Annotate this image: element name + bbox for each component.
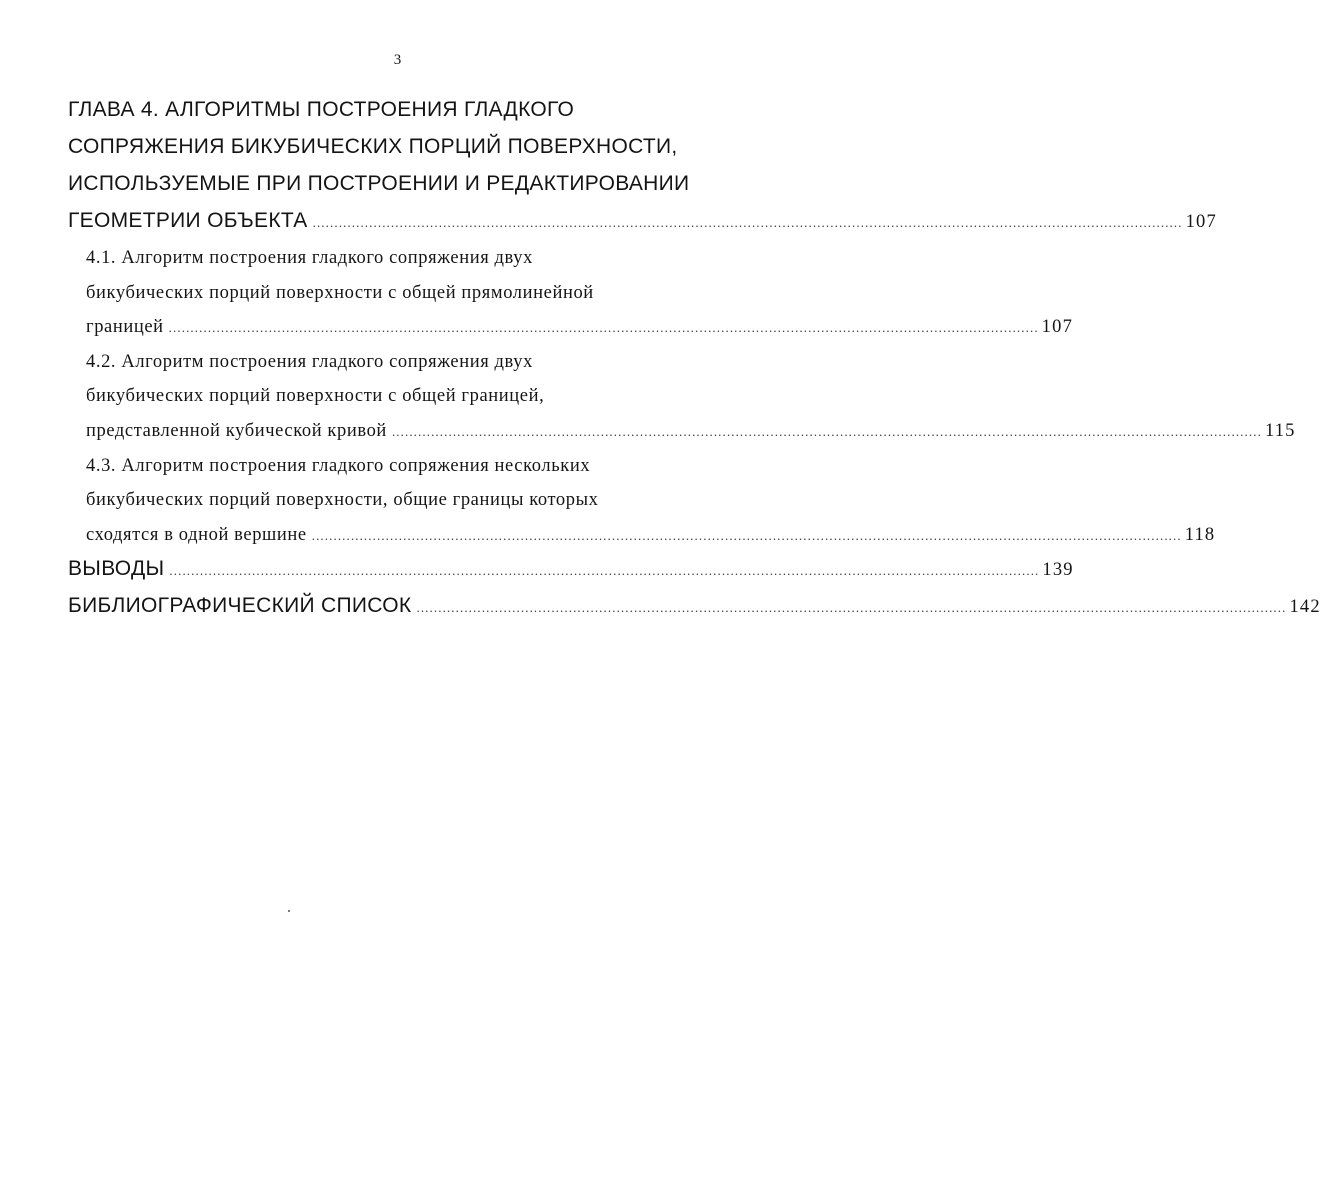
toc-entry-section-4-3 bbox=[68, 451, 1216, 555]
section-title-line: 4.2. Алгоритм построения гладкого сопряжения двух bbox=[86, 351, 533, 372]
page-ref: 139 bbox=[1042, 560, 1074, 581]
section-title-text: представленной кубической кривой bbox=[86, 420, 387, 441]
toc-entry-chapter-4 bbox=[68, 95, 1217, 243]
dot-leader: ........................................................................................................................................................................................................ bbox=[311, 527, 1182, 543]
toc-entry-section-4-2 bbox=[68, 347, 1296, 451]
dot-leader: ........................................................................................................................................................................................................ bbox=[168, 320, 1039, 336]
section-title-line: бикубических порций поверхности с общей прямолинейной bbox=[86, 282, 594, 303]
page-ref: 107 bbox=[1185, 212, 1217, 232]
chapter-title-line: ИСПОЛЬЗУЕМЫЕ ПРИ ПОСТРОЕНИИ И РЕДАКТИРОВАНИИ bbox=[68, 172, 690, 195]
dot-leader: ........................................................................................................................................................................................................ bbox=[391, 423, 1262, 439]
toc-entry-bibliography bbox=[68, 591, 1321, 628]
toc-entry-conclusions bbox=[68, 554, 1074, 591]
section-title-line: бикубических порций поверхности с общей границей, bbox=[86, 386, 545, 407]
page-ref: 142 bbox=[1289, 597, 1321, 618]
section-title-last-line bbox=[68, 520, 1216, 555]
page-ref: 115 bbox=[1264, 420, 1296, 441]
page-ref: 107 bbox=[1041, 317, 1074, 338]
page-number: 3 bbox=[393, 52, 402, 68]
chapter-title-line: СОПРЯЖЕНИЯ БИКУБИЧЕСКИХ ПОРЦИЙ ПОВЕРХНОСТИ, bbox=[68, 135, 678, 158]
section-title-last-line bbox=[68, 416, 1296, 451]
chapter-title-text: ГЕОМЕТРИИ ОБЪЕКТА bbox=[68, 209, 308, 232]
scan-speck bbox=[288, 910, 290, 912]
section-title-text: сходятся в одной вершине bbox=[86, 524, 307, 545]
page-ref: 118 bbox=[1184, 524, 1216, 545]
section-title-last-line bbox=[68, 312, 1074, 347]
chapter-title-line: ГЛАВА 4. АЛГОРИТМЫ ПОСТРОЕНИЯ ГЛАДКОГО bbox=[68, 98, 575, 121]
dot-leader: ........................................................................................................................................................................................................ bbox=[312, 215, 1183, 230]
dot-leader: ........................................................................................................................................................................................................ bbox=[169, 563, 1040, 579]
bibliography-title: БИБЛИОГРАФИЧЕСКИЙ СПИСОК bbox=[68, 594, 412, 618]
dot-leader: ........................................................................................................................................................................................................ bbox=[416, 600, 1287, 616]
table-of-contents bbox=[68, 95, 1321, 628]
toc-entry-section-4-1 bbox=[68, 243, 1074, 347]
conclusions-title: ВЫВОДЫ bbox=[68, 557, 165, 581]
section-title-line: бикубических порций поверхности, общие границы которых bbox=[86, 490, 599, 511]
section-title-line: 4.3. Алгоритм построения гладкого сопряжения нескольких bbox=[86, 455, 591, 476]
chapter-title-last-line bbox=[68, 206, 1217, 243]
section-title-text: границей bbox=[86, 317, 164, 338]
section-title-line: 4.1. Алгоритм построения гладкого сопряжения двух bbox=[86, 248, 533, 268]
